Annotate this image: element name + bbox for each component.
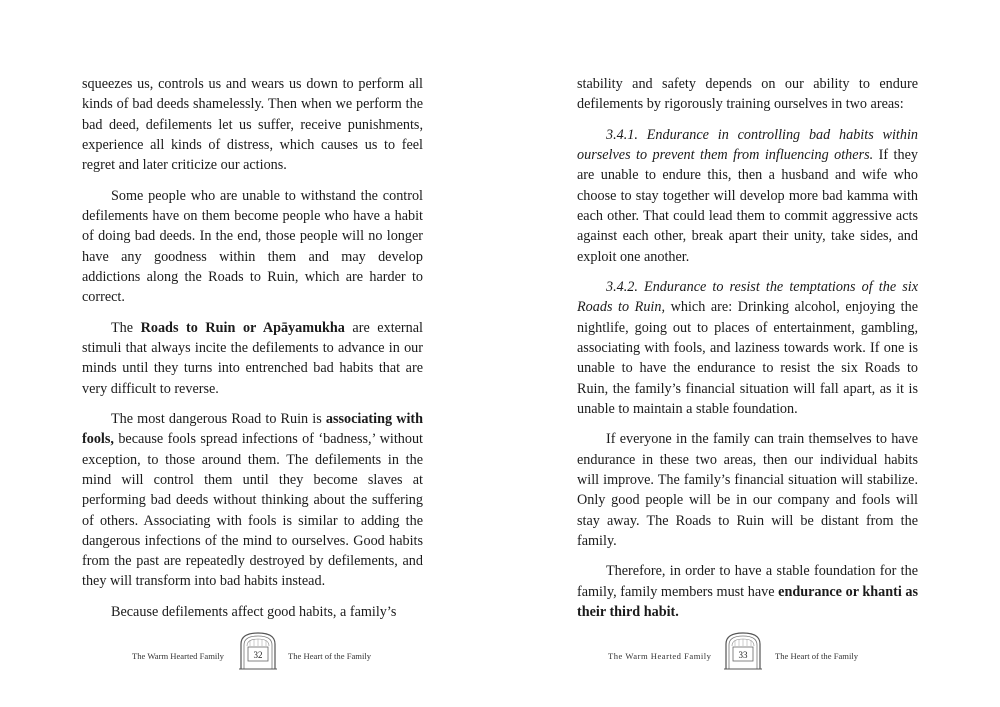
bold-term: associating with fools, [82,411,423,448]
page-number: 32 [253,650,263,660]
paragraph: Some people who are unable to withstand the control defilements have on them become people who have a habit of doing bad deeds. In the end, those people will no longer have any goodness within them and may develop addictions along the Roads to Ruin, which are harder to correct. [82,187,423,306]
right-page-body [577,74,918,632]
paragraph [82,318,423,399]
left-page-body [82,74,423,632]
right-page-footer [500,628,1000,672]
paragraph: stability and safety depends on our ability to endure defilements by rigorously training ourselves in two areas: [577,76,918,113]
paragraph: Because defilements affect good habits, a family’s [111,603,397,620]
section-heading-italic: 3.4.1. Endurance in controlling bad habits within ourselves to prevent them from influencing others. [577,126,918,164]
footer-chapter-title: The Heart of the Family [775,651,859,661]
paragraph [577,277,918,419]
left-page-footer [0,628,500,672]
page-number-emblem [238,630,278,670]
footer-chapter-title: The Heart of the Family [288,651,372,661]
page-number: 33 [738,650,748,660]
footer-book-title: The Warm Hearted Family [132,651,224,661]
paragraph-text: If they are unable to endure this, then a husband and wife who choose to stay together will develop more bad kamma with each other. That could lead them to commit aggressive acts against each other, break apart their unity, take sides, and exploit one another. [577,147,918,265]
paragraph-text: The most dangerous Road to Ruin is [111,411,326,428]
bold-term: endurance or khanti as their third habit. [577,583,918,620]
footer-book-title: The Warm Hearted Family [608,651,712,661]
paragraph-text: The [111,319,141,336]
page-number-emblem [723,630,763,670]
right-page [500,0,1000,707]
paragraph-text: are external stimuli that always incite the defilements to advance in our minds until they turns into entrenched bad habits that are very difficult to reverse. [82,319,423,397]
paragraph [82,409,423,592]
paragraph: squeezes us, controls us and wears us down to perform all kinds of bad deeds shamelessly. Then when we perform the bad deed, defilements let us suffer, receive punishments, experience all kinds of distress, which causes us to feel regret and later criticize our actions. [82,76,423,174]
paragraph-text: because fools spread infections of ‘badness,’ without exception, to those around them. The defilements in the mind will control them until they become slaves at performing bad deeds without thinking about the suffering of others. Associating with fools is similar to adding the dangerous infections of the mind to ourselves. Good habits from the past are repeatedly destroyed by defilements, and they will transform into bad habits instead. [82,431,423,590]
bold-term: Roads to Ruin or Apāyamukha [140,319,345,336]
section-heading-italic: 3.4.2. Endurance to resist the temptations of the six Roads to Ruin, [577,279,918,316]
paragraph: If everyone in the family can train themselves to have endurance in these two areas, then our individual habits will improve. The family’s financial situation will stabilize. Only good people will be in our company and fools will stay away. The Roads to Ruin will be distant from the family. [577,431,918,549]
paragraph [577,561,918,622]
paragraph-text: Therefore, in order to have a stable foundation for the family, family members must have [577,563,918,600]
paragraph [577,125,918,267]
paragraph-text: which are: Drinking alcohol, enjoying the nightlife, going out to places of entertainment, gambling, associating with fools, and laziness towards work. If one is unable to have the endurance to resist the six Roads to Ruin, the family’s financial situation will fall apart, as it is unable to maintain a stable foundation. [577,299,918,417]
